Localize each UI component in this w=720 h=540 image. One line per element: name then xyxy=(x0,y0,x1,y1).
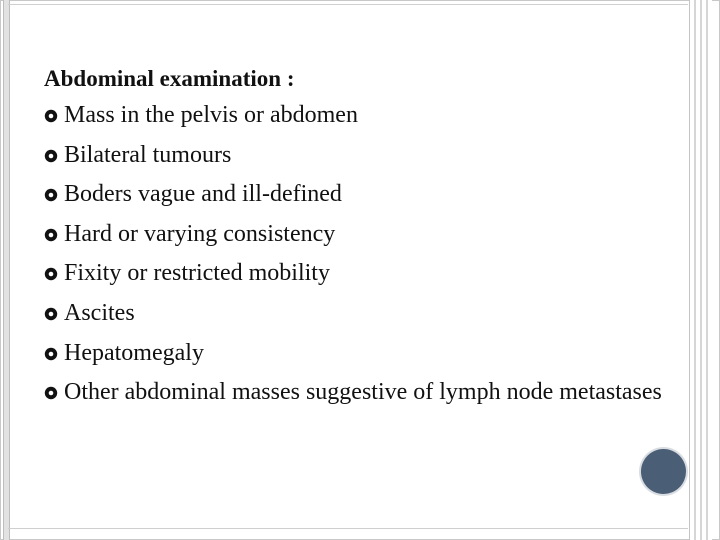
gear-bullet-icon xyxy=(44,386,58,400)
bullet-text: Hepatomegaly xyxy=(64,339,204,366)
top-frame-line xyxy=(8,4,688,5)
bullet-text: Hard or varying consistency xyxy=(64,220,336,247)
right-frame-band xyxy=(689,0,712,540)
bullet-item xyxy=(44,217,674,252)
bullet-text: Boders vague and ill-defined xyxy=(64,181,342,208)
gear-bullet-icon xyxy=(44,267,58,281)
slide-content xyxy=(44,64,674,414)
gear-bullet-icon xyxy=(44,188,58,202)
bullet-item xyxy=(44,336,674,371)
bottom-frame-line xyxy=(8,528,688,529)
bullet-text: Fixity or restricted mobility xyxy=(64,260,330,287)
bullet-text: Ascites xyxy=(64,299,135,326)
bullet-item xyxy=(44,138,674,173)
bullet-text: Other abdominal masses suggestive of lymph node metastases xyxy=(64,379,662,406)
gear-bullet-icon xyxy=(44,347,58,361)
bullet-item xyxy=(44,98,674,133)
bullet-list xyxy=(44,98,674,409)
bullet-item xyxy=(44,296,674,331)
slide-heading: Abdominal examination : xyxy=(44,66,295,91)
bullet-text: Mass in the pelvis or abdomen xyxy=(64,102,358,128)
right-frame-stripe xyxy=(694,0,696,540)
gear-bullet-icon xyxy=(44,228,58,242)
bullet-item xyxy=(44,256,674,291)
bullet-item xyxy=(44,177,674,212)
right-frame-stripe xyxy=(700,0,702,540)
gear-bullet-icon xyxy=(44,149,58,163)
bullet-item xyxy=(44,375,674,409)
bullet-text: Bilateral tumours xyxy=(64,141,232,168)
gear-bullet-icon xyxy=(44,109,58,123)
decorative-circle xyxy=(641,449,686,494)
left-frame-band xyxy=(3,0,10,540)
right-frame-stripe xyxy=(706,0,708,540)
gear-bullet-icon xyxy=(44,307,58,321)
